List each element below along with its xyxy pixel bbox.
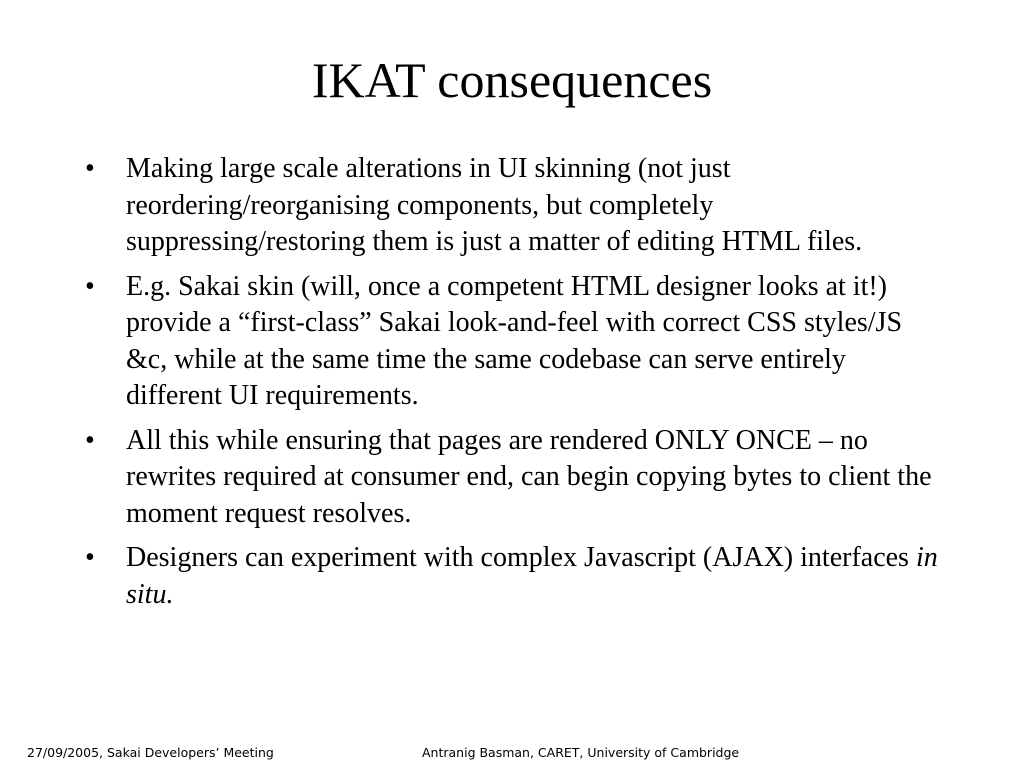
bullet-icon: • — [85, 424, 95, 456]
bullet-list — [85, 151, 945, 621]
bullet-icon: • — [85, 153, 95, 184]
bullet-item-3 — [85, 423, 945, 533]
bullet-text-3: All this while ensuring that pages are rendered ONLY ONCE – no rewrites required at consumer end, can begin copying bytes to client the moment request resolves. — [126, 424, 932, 529]
bullet-item-1 — [85, 151, 945, 261]
bullet-text-1: Making large scale alterations in UI skinning (not just reordering/reorganising components, but completely suppressing/restoring them is just a matter of editing HTML files. — [126, 153, 863, 257]
bullet-item-2 — [85, 269, 945, 415]
slide-title: IKAT consequences — [311, 52, 713, 108]
bullet-text-2: E.g. Sakai skin (will, once a competent HTML designer looks at it!) provide a “first-class” Sakai look-and-feel with correct CSS styles/JS &c, while at the same time the same codebase can serve entirely different UI requirements. — [126, 270, 903, 411]
footer-author: Antranig Basman, CARET, University of Cambridge — [422, 745, 740, 760]
footer-date-event: 27/09/2005, Sakai Developers’ Meeting — [27, 745, 274, 760]
bullet-emphasis: in situ. — [126, 542, 938, 610]
bullet-item-4 — [85, 540, 945, 613]
bullet-icon: • — [85, 542, 95, 573]
bullet-text-4: Designers can experiment with complex Javascript (AJAX) interfaces — [126, 542, 916, 573]
bullet-icon: • — [85, 270, 95, 302]
